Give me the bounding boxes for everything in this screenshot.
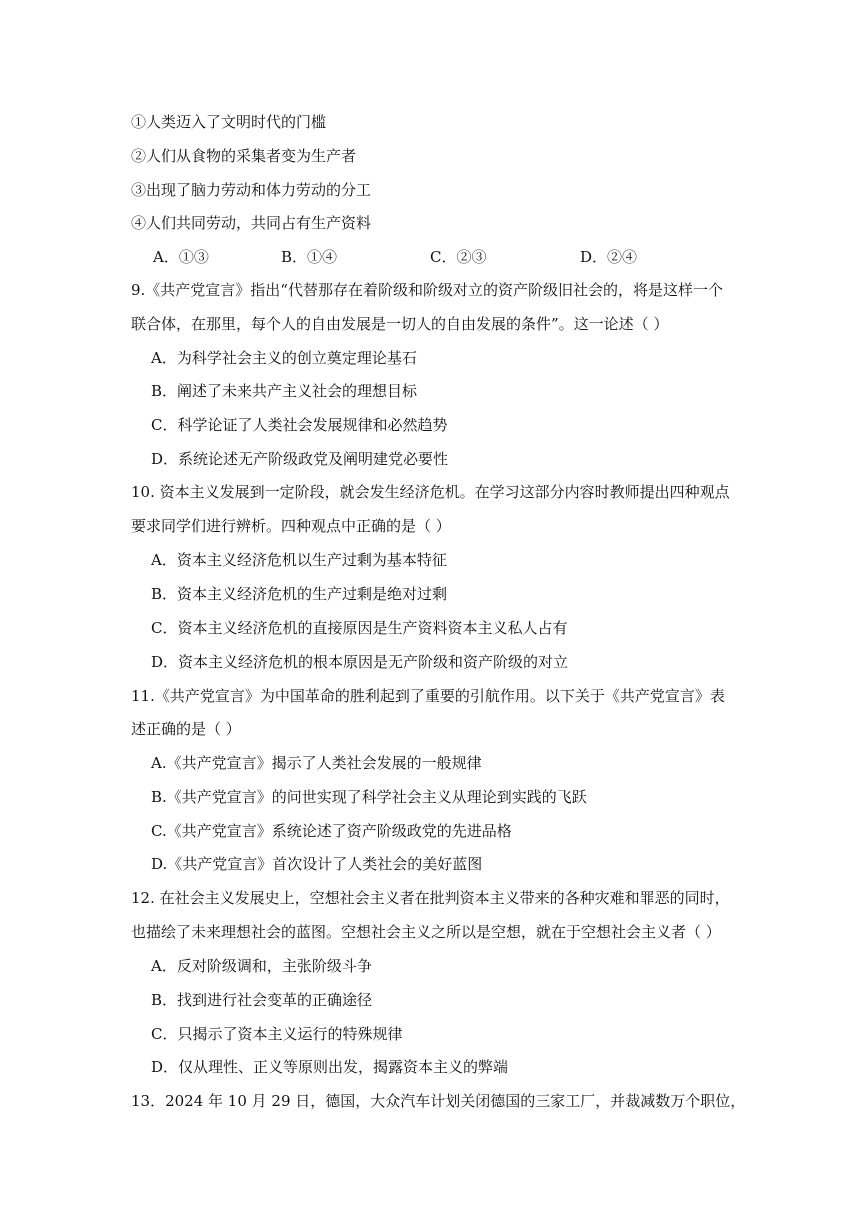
statement-1: ①人类迈入了文明时代的门槛: [131, 113, 327, 131]
question-9-line-2: 联合体，在那里，每个人的自由发展是一切人的自由发展的条件”。这一论述（ ）: [131, 315, 669, 333]
q8-option-a[interactable]: A．①③: [153, 248, 209, 266]
q10-option-b[interactable]: B．资本主义经济危机的生产过剩是绝对过剩: [151, 585, 448, 603]
q8-option-d[interactable]: D．②④: [580, 248, 638, 266]
question-9-line-1: 9.《共产党宣言》指出“代替那存在着阶级和阶级对立的资产阶级旧社会的，将是这样一个: [131, 281, 723, 299]
question-11-line-2: 述正确的是（ ）: [131, 720, 241, 738]
question-10-line-1: 10. 资本主义发展到一定阶段，就会发生经济危机。在学习这部分内容时教师提出四种观点: [131, 483, 730, 501]
statement-3: ③出现了脑力劳动和体力劳动的分工: [131, 181, 372, 199]
q12-option-c[interactable]: C．只揭示了资本主义运行的特殊规律: [151, 1025, 403, 1043]
question-12-line-1: 12. 在社会主义发展史上，空想社会主义者在批判资本主义带来的各种灾难和罪恶的同时，: [131, 889, 730, 907]
question-12-line-2: 也描绘了未来理想社会的蓝图。空想社会主义之所以是空想，就在于空想社会主义者（ ）: [131, 923, 721, 941]
q9-option-b[interactable]: B．阐述了未来共产主义社会的理想目标: [151, 382, 418, 400]
q8-option-c[interactable]: C．②③: [430, 248, 487, 266]
q9-option-a[interactable]: A．为科学社会主义的创立奠定理论基石: [151, 349, 417, 367]
q12-option-a[interactable]: A．反对阶级调和，主张阶级斗争: [151, 957, 372, 975]
q11-option-a[interactable]: A.《共产党宣言》揭示了人类社会发展的一般规律: [151, 754, 482, 772]
statement-2: ②人们从食物的采集者变为生产者: [131, 147, 357, 165]
question-11-line-1: 11.《共产党宣言》为中国革命的胜利起到了重要的引航作用。以下关于《共产党宣言》表: [131, 687, 725, 705]
q10-option-d[interactable]: D．资本主义经济危机的根本原因是无产阶级和资产阶级的对立: [151, 653, 569, 671]
q11-option-d[interactable]: D.《共产党宣言》首次设计了人类社会的美好蓝图: [151, 855, 483, 873]
q12-option-b[interactable]: B．找到进行社会变革的正确途径: [151, 991, 373, 1009]
q9-option-c[interactable]: C．科学论证了人类社会发展规律和必然趋势: [151, 416, 448, 434]
q10-option-c[interactable]: C．资本主义经济危机的直接原因是生产资料资本主义私人占有: [151, 619, 568, 637]
q8-option-b[interactable]: B．①④: [281, 248, 338, 266]
question-13-line-1: 13．2024 年 10 月 29 日，德国，大众汽车计划关闭德国的三家工厂，并裁减数万个职位，: [131, 1092, 746, 1110]
q11-option-c[interactable]: C.《共产党宣言》系统论述了资产阶级政党的先进品格: [151, 822, 512, 840]
question-10-line-2: 要求同学们进行辨析。四种观点中正确的是（ ）: [131, 517, 451, 535]
q11-option-b[interactable]: B.《共产党宣言》的问世实现了科学社会主义从理论到实践的飞跃: [151, 788, 587, 806]
q10-option-a[interactable]: A．资本主义经济危机以生产过剩为基本特征: [151, 551, 447, 569]
statement-4: ④人们共同劳动，共同占有生产资料: [131, 214, 372, 232]
q9-option-d[interactable]: D．系统论述无产阶级政党及阐明建党必要性: [151, 450, 449, 468]
q12-option-d[interactable]: D．仅从理性、正义等原则出发，揭露资本主义的弊端: [151, 1058, 509, 1076]
